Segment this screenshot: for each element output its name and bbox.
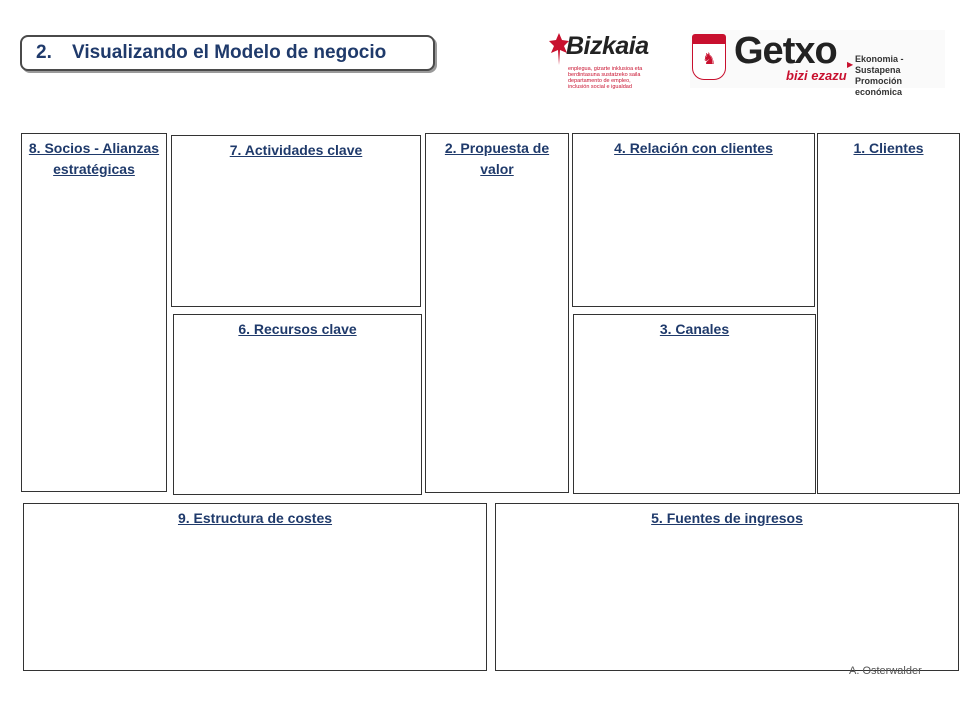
revenue-title: 5. Fuentes de ingresos [651, 510, 803, 526]
getxo-shield-icon: ♞ [692, 34, 726, 80]
getxo-department-basque: Ekonomia -Sustapena [855, 54, 904, 75]
relationships-title: 4. Relación con clientes [614, 140, 773, 156]
author-credit: A. Osterwalder [849, 665, 922, 677]
getxo-wordmark: Getxo [734, 30, 837, 72]
revenue-block [495, 503, 959, 671]
resources-block [173, 314, 422, 495]
value-proposition-block [425, 133, 569, 493]
costs-block [23, 503, 487, 671]
relationships-block [572, 133, 815, 307]
activities-title: 7. Actividades clave [229, 142, 363, 158]
bizkaia-wordmark: Bizkaia [566, 32, 649, 60]
title-number: 2. [36, 42, 52, 63]
customers-block [817, 133, 960, 494]
partners-title: 8. Socios - Alianzas estratégicas [28, 140, 160, 177]
getxo-department-spanish: Promoción económica [855, 76, 903, 97]
resources-title: 6. Recursos clave [238, 321, 357, 337]
costs-title: 9. Estructura de costes [177, 510, 333, 526]
slide-title [20, 35, 435, 71]
bizkaia-subtitle: enplegua, gizarte inklusioa eta berdintasuna sustatzeko saila departamento de empleo, inclusión social e igualdad [568, 66, 643, 90]
channels-title: 3. Canales [659, 321, 730, 337]
title-text: Visualizando el Modelo de negocio [72, 42, 387, 63]
bizkaia-logo [548, 28, 660, 92]
customers-title: 1. Clientes [853, 140, 924, 156]
activities-block [171, 135, 421, 307]
partners-block [21, 133, 167, 492]
value-proposition-title: 2. Propuesta de valor [444, 140, 550, 177]
arrow-icon: ▶ [847, 60, 854, 69]
getxo-department [855, 54, 945, 98]
getxo-tagline: bizi ezazu [786, 68, 847, 83]
getxo-logo [690, 30, 945, 97]
channels-block [573, 314, 816, 494]
